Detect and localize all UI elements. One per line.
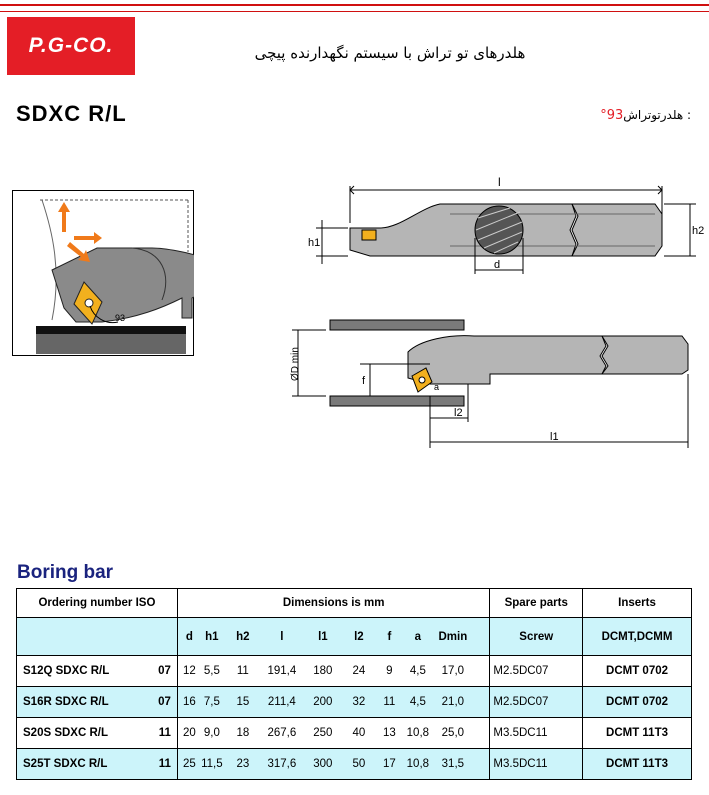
subheader-ordering-empty [17,618,178,656]
top-view-drawing [300,168,709,286]
cell-screw: M3.5DC11 [490,718,583,749]
cell-order-code [17,749,178,780]
dimension-value: 5,5 [203,665,220,677]
dimension-value: 4,5 [409,696,426,708]
dimension-value: 13 [382,727,396,739]
table-header-row [17,589,692,618]
col-a: a [414,630,422,643]
header-inserts: Inserts [583,589,692,618]
cell-screw: M2.5DC07 [490,656,583,687]
dimension-value: 4,5 [409,665,426,677]
dimension-value: 300 [313,758,333,770]
dim-d-label: d [494,259,501,271]
order-size: 11 [158,758,171,770]
order-code: S25T SDXC R/L [23,758,108,770]
dim-h1-label: h1 [308,237,321,249]
cell-dimensions [177,749,490,780]
angle-note [600,108,691,123]
dimension-value: 15 [236,696,250,708]
dimension-value: 50 [352,758,366,770]
dimension-value: 16 [182,696,196,708]
dimension-value: 31,5 [441,758,465,770]
header-rule-bottom [0,11,709,12]
dim-dmin-label: ØD min [290,347,301,381]
dimension-value: 267,6 [267,727,297,739]
order-code: S16R SDXC R/L [23,696,109,708]
dim-l1-label: l1 [550,431,559,443]
dimension-value: 211,4 [267,696,296,708]
dimension-value: 10,8 [406,758,430,770]
col-dmin: Dmin [438,630,468,643]
subheader-dimension-cols [177,618,490,656]
cell-dimensions [177,656,490,687]
dimension-value: 9 [386,665,393,677]
angle-note-label: : هلدرتوتراش [623,108,691,122]
dimension-value: 21,0 [441,696,465,708]
cell-order-code [17,718,178,749]
specification-table [16,588,692,780]
page-title: هلدرهای تو تراش با سیستم نگهدارنده پیچی [254,44,526,62]
order-size: 07 [158,665,171,677]
dim-l-label: l [498,175,501,189]
angle-label: 93 [115,313,126,323]
table-row [17,718,692,749]
dimension-value: 10,8 [406,727,430,739]
dimension-value: 9,0 [203,727,220,739]
table-row [17,656,692,687]
cell-insert: DCMT 11T3 [583,718,692,749]
product-code: SDXC R/L [16,101,127,126]
dimension-value: 200 [313,696,333,708]
col-d: d [185,630,193,643]
dimension-value: 25 [182,758,196,770]
table-subheader-row [17,618,692,656]
dimension-value: 11,5 [201,758,223,770]
header-spare-parts: Spare parts [490,589,583,618]
order-code: S12Q SDXC R/L [23,665,110,677]
order-code: S20S SDXC R/L [23,727,108,739]
col-l2: l2 [354,630,364,643]
company-logo: P.G-CO. [7,17,135,75]
cell-screw: M3.5DC11 [490,749,583,780]
dimension-value: 11 [383,696,396,708]
dimension-value: 17 [382,758,396,770]
cell-insert: DCMT 0702 [583,687,692,718]
cell-order-code [17,687,178,718]
dimension-value: 23 [236,758,250,770]
dim-h2-label: h2 [692,225,705,237]
cell-dimensions [177,687,490,718]
dimension-value: 12 [182,665,196,677]
subheader-inserts: DCMT,DCMM [583,618,692,656]
cell-dimensions [177,718,490,749]
dimension-value: 40 [352,727,366,739]
machining-illustration [12,190,194,356]
cell-order-code [17,656,178,687]
dimension-value: 250 [313,727,333,739]
col-h2: h2 [236,630,250,643]
dim-f-label: f [362,375,366,387]
dim-l2-label: l2 [454,407,463,419]
subheader-screw: Screw [490,618,583,656]
table-body [17,656,692,780]
dimension-value: 18 [236,727,250,739]
dimension-value: 20 [182,727,196,739]
dimension-value: 25,0 [441,727,465,739]
dimension-value: 317,6 [267,758,297,770]
order-size: 11 [158,727,171,739]
col-h1: h1 [205,630,219,643]
order-size: 07 [158,696,171,708]
header-ordering: Ordering number ISO [17,589,178,618]
cell-screw: M2.5DC07 [490,687,583,718]
col-l1: l1 [318,630,328,643]
table-row [17,687,692,718]
section-heading: Boring bar [17,562,114,583]
cell-insert: DCMT 11T3 [583,749,692,780]
angle-note-value: 93° [600,108,624,123]
header-rule-top [0,4,709,6]
col-f: f [387,630,392,643]
table-row [17,749,692,780]
dimension-value: 32 [352,696,366,708]
dim-a-label: a [434,382,440,392]
cell-insert: DCMT 0702 [583,656,692,687]
col-l: l [280,630,284,643]
dimension-value: 24 [352,665,366,677]
dimension-value: 7,5 [203,696,220,708]
dimension-value: 191,4 [267,665,297,677]
bore-view-drawing [290,318,709,450]
header-dimensions: Dimensions is mm [177,589,490,618]
dimension-value: 180 [313,665,333,677]
dimension-value: 11 [236,665,249,677]
dimension-value: 17,0 [441,665,465,677]
